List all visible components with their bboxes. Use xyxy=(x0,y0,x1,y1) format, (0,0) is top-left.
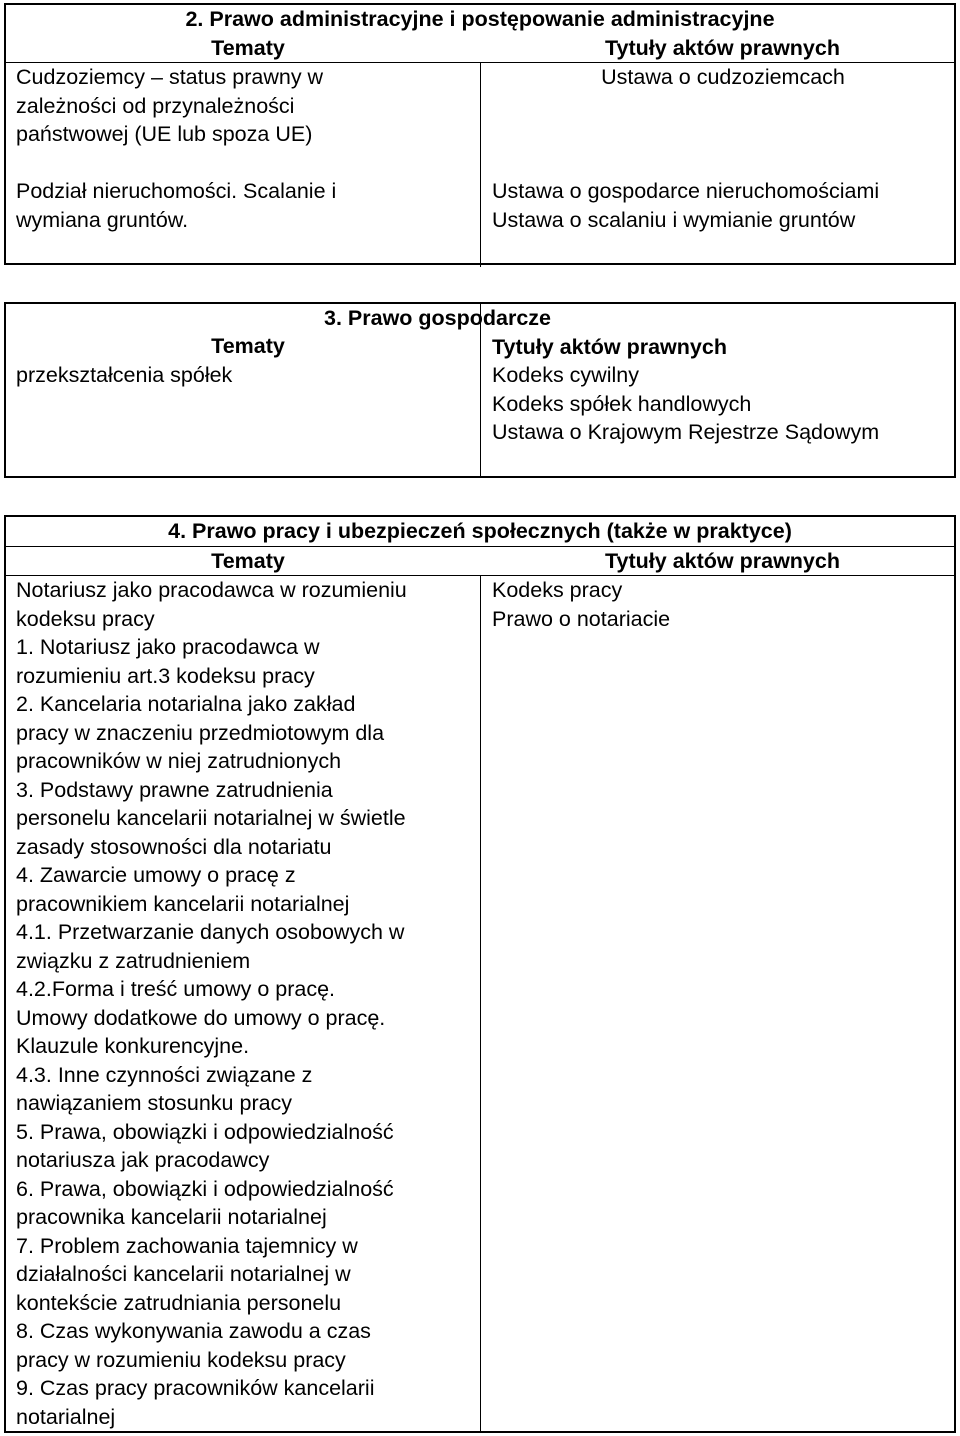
topic-line: pracownikiem kancelarii notarialnej xyxy=(16,891,350,916)
topic-line: personelu kancelarii notarialnej w świetle xyxy=(16,806,406,830)
topic-line: notarialnej xyxy=(16,1404,116,1429)
act-line: Prawo o notariacie xyxy=(492,606,671,631)
topic-line: Umowy dodatkowe do umowy o pracę. xyxy=(16,1005,386,1030)
topic-line: rozumieniu art.3 kodeksu pracy xyxy=(16,663,315,688)
topic-line: działalności kancelarii notarialnej w xyxy=(16,1262,351,1286)
topic-line: pracy w rozumieniu kodeksu pracy xyxy=(16,1347,346,1372)
topic-line: 3. Podstawy prawne zatrudnienia xyxy=(16,777,333,802)
topic-line: Klauzule konkurencyjne. xyxy=(16,1034,250,1058)
section-4-heading: 4. Prawo pracy i ubezpieczeń społecznych (także w praktyce) xyxy=(168,519,792,543)
topic-line: kontekście zatrudniania personelu xyxy=(16,1290,342,1315)
topic-line: zasady stosowności dla notariatu xyxy=(16,834,332,859)
section-2-heading: 2. Prawo administracyjne i postępowanie administracyjne xyxy=(185,7,775,31)
section-3-heading: 3. Prawo gospodarcze xyxy=(324,306,552,330)
topic-line: pracowników w niej zatrudnionych xyxy=(16,749,342,773)
column-header-acts: Tytuły aktów prawnych xyxy=(492,334,727,359)
topic-line: 4.3. Inne czynności związane z xyxy=(16,1062,313,1087)
section-3-table xyxy=(4,302,956,478)
topic-line: pracy w znaczeniu przedmiotowym dla xyxy=(16,720,385,745)
column-header-acts: Tytuły aktów prawnych xyxy=(605,35,840,60)
acts-cell xyxy=(480,63,954,267)
act-line: Ustawa o Krajowym Rejestrze Sądowym xyxy=(492,420,880,444)
act-line: Ustawa o gospodarce nieruchomościami xyxy=(492,179,880,203)
column-header-topics: Tematy xyxy=(211,548,285,573)
topic-line: pracownika kancelarii notarialnej xyxy=(16,1205,327,1229)
column-header-topics: Tematy xyxy=(211,35,285,60)
act-line: Kodeks pracy xyxy=(492,578,623,602)
topics-cell xyxy=(6,576,480,1432)
act-line: Kodeks cywilny xyxy=(492,363,639,387)
topic-line: 9. Czas pracy pracowników kancelarii xyxy=(16,1376,375,1400)
topic-line: przekształcenia spółek xyxy=(16,362,233,387)
topics-cell xyxy=(6,63,480,267)
topic-line: 7. Problem zachowania tajemnicy w xyxy=(16,1233,358,1258)
topic-line: związku z zatrudnieniem xyxy=(16,948,251,973)
topic-line: 2. Kancelaria notarialna jako zakład xyxy=(16,692,356,716)
column-header-acts: Tytuły aktów prawnych xyxy=(605,548,840,573)
topic-line: Cudzoziemcy – status prawny w xyxy=(16,65,324,89)
act-line: Kodeks spółek handlowych xyxy=(492,391,752,416)
topic-line: Podział nieruchomości. Scalanie i xyxy=(16,179,337,203)
section-2-table xyxy=(4,3,956,265)
topic-line: zależności od przynależności xyxy=(16,93,295,118)
topic-line: 8. Czas wykonywania zawodu a czas xyxy=(16,1319,371,1343)
act-line: Ustawa o cudzoziemcach xyxy=(601,65,845,89)
column-header-topics: Tematy xyxy=(211,334,285,358)
topic-line: notariusza jak pracodawcy xyxy=(16,1148,270,1172)
section-4-table xyxy=(4,515,956,1433)
acts-cell xyxy=(324,304,954,476)
topic-line: 4. Zawarcie umowy o pracę z xyxy=(16,863,296,887)
topic-line: kodeksu pracy xyxy=(16,606,155,631)
topic-line: 4.2.Forma i treść umowy o pracę. xyxy=(16,977,336,1001)
topic-line: 1. Notariusz jako pracodawca w xyxy=(16,635,320,659)
topic-line: nawiązaniem stosunku pracy xyxy=(16,1091,293,1115)
topic-line: wymiana gruntów. xyxy=(16,207,189,232)
act-line: Ustawa o scalaniu i wymianie gruntów xyxy=(492,207,856,232)
topic-line: 5. Prawa, obowiązki i odpowiedzialność xyxy=(16,1119,394,1144)
topic-line: 4.1. Przetwarzanie danych osobowych w xyxy=(16,920,405,944)
topic-line: 6. Prawa, obowiązki i odpowiedzialność xyxy=(16,1176,394,1201)
topic-line: państwowej (UE lub spoza UE) xyxy=(16,122,313,146)
acts-cell xyxy=(480,576,954,1432)
topic-line: Notariusz jako pracodawca w rozumieniu xyxy=(16,578,407,602)
